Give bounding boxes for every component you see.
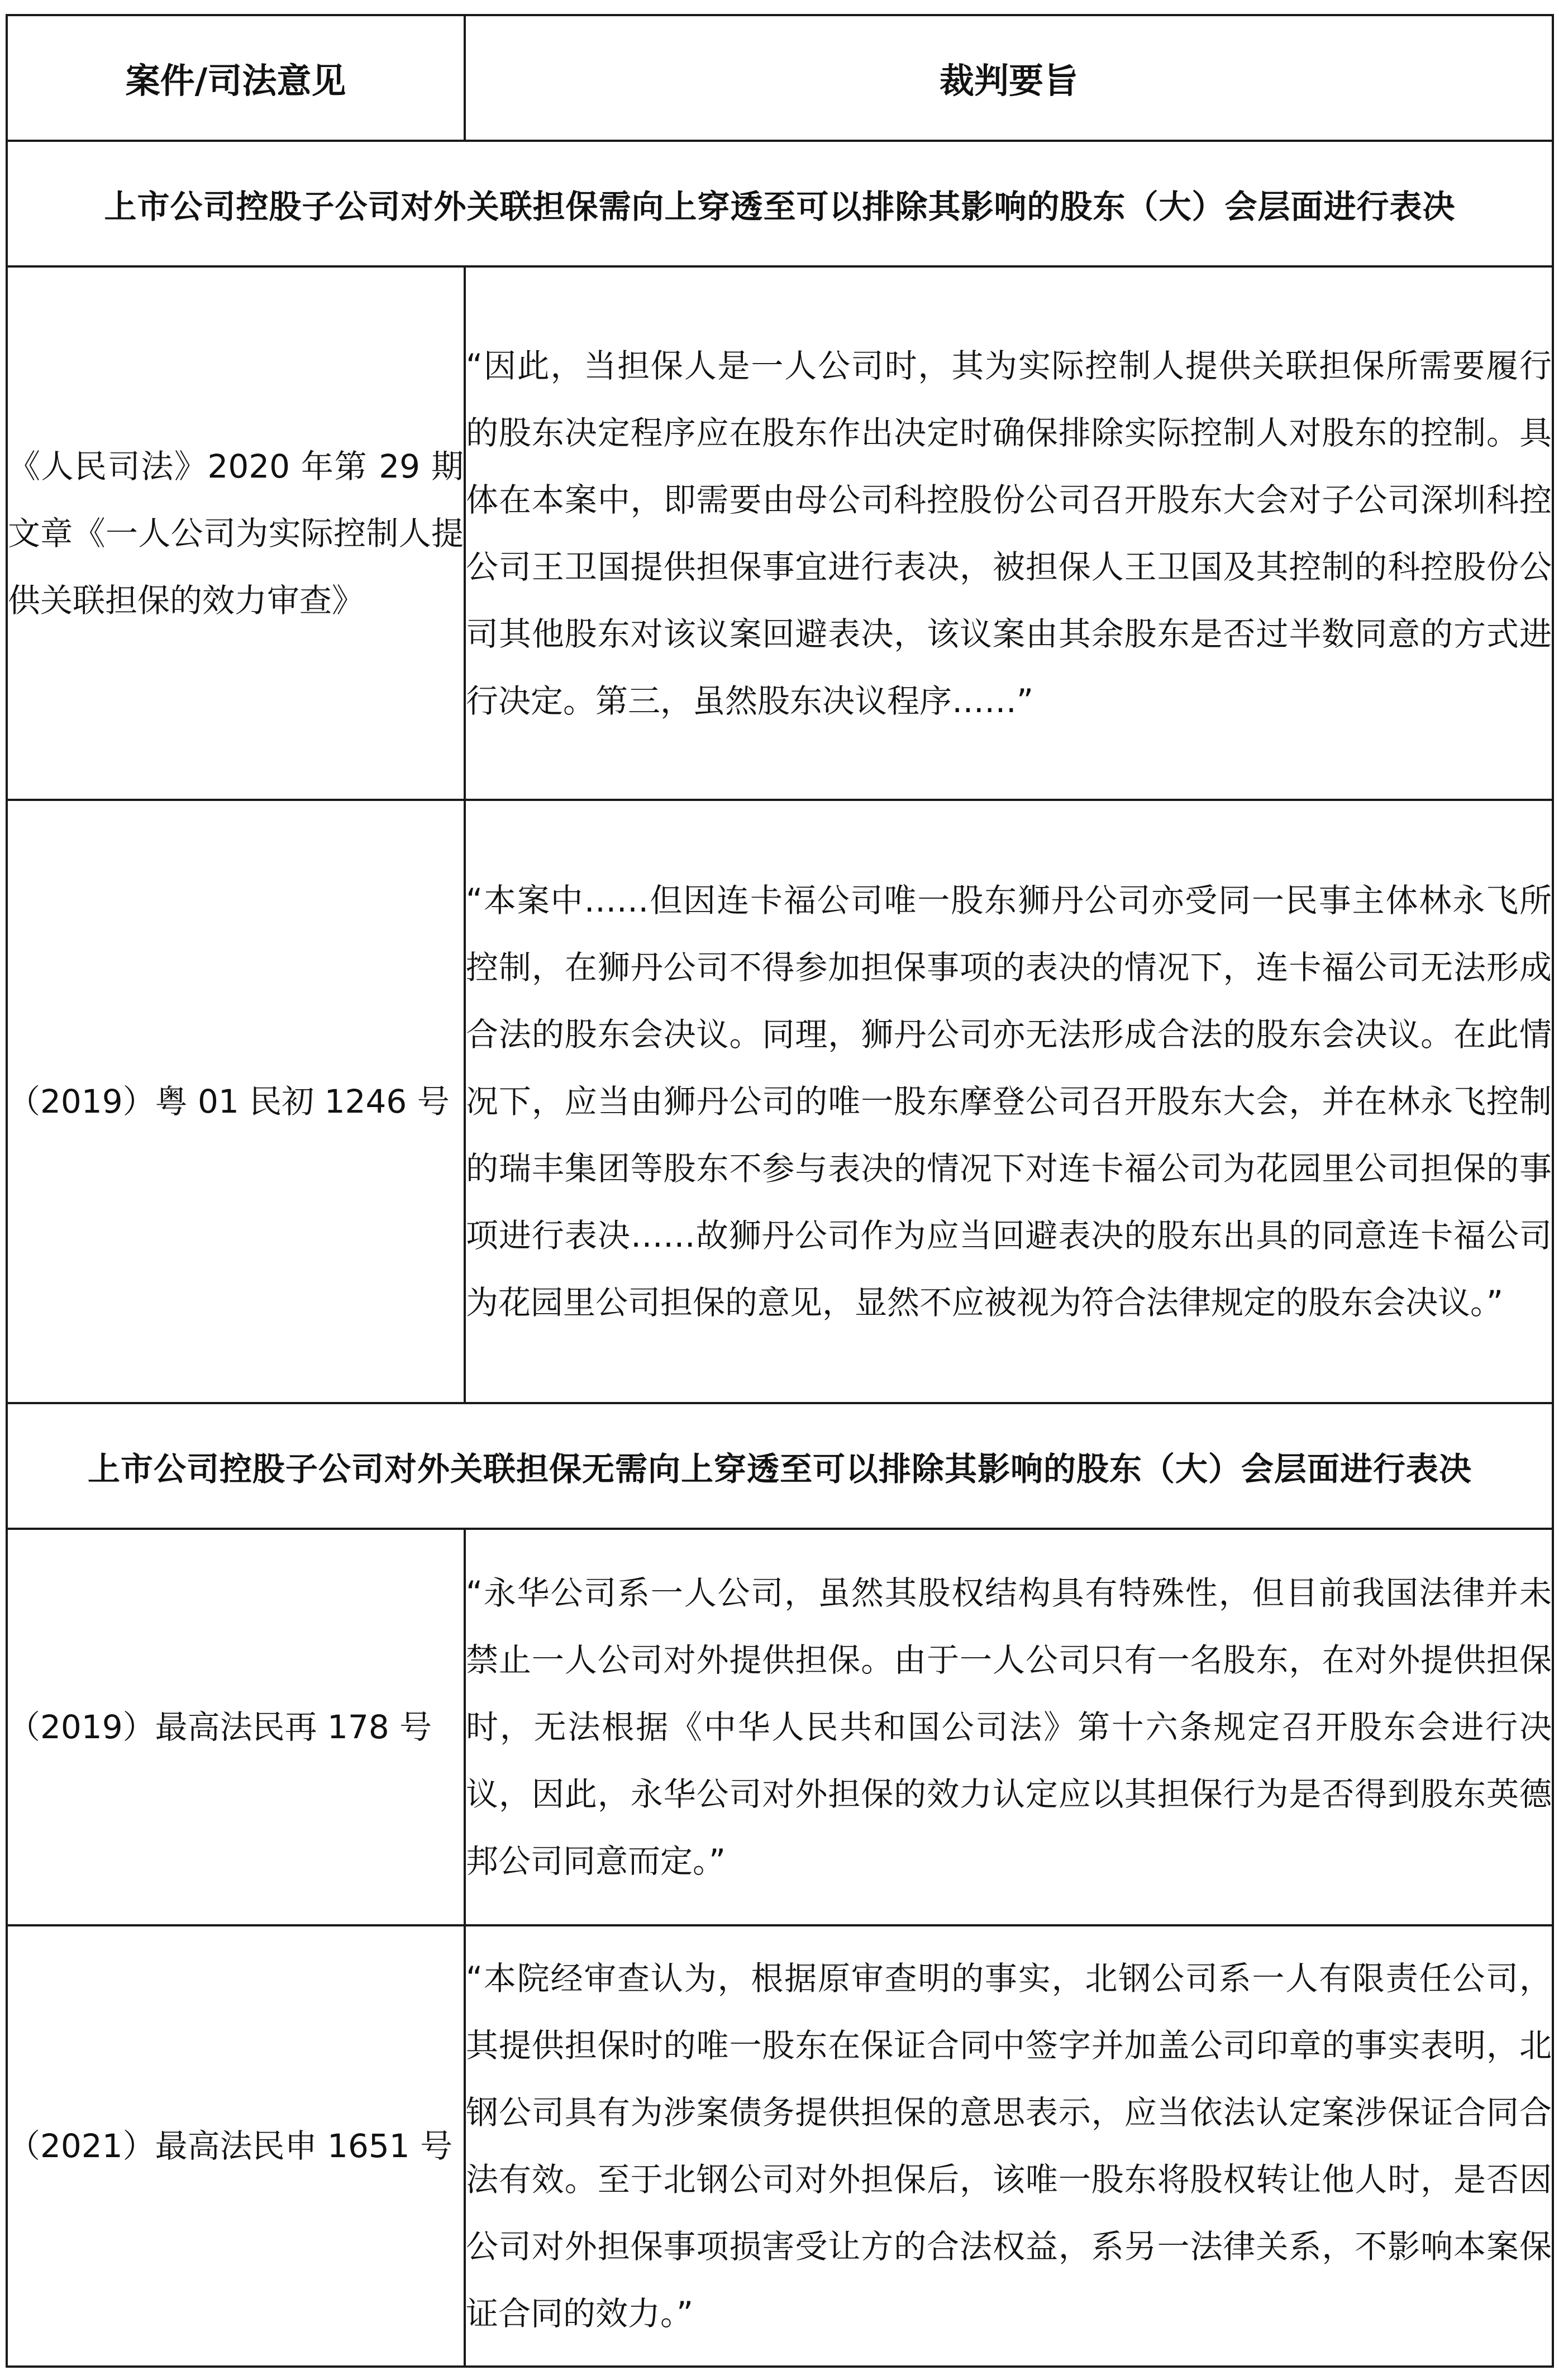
case-citation: （2021）最高法民申 1651 号 — [7, 1925, 465, 2367]
table-row — [7, 1925, 1553, 2367]
column-header-ruling: 裁判要旨 — [465, 15, 1553, 141]
table-row — [7, 800, 1553, 1403]
section-row — [7, 141, 1553, 266]
table-row — [7, 1529, 1553, 1925]
case-table — [6, 14, 1554, 2368]
ruling-text: “因此，当担保人是一人公司时，其为实际控制人提供关联担保所需要履行的股东决定程序应在股东作出决定时确保排除实际控制人对股东的控制。具体在本案中，即需要由母公司科控股份公司召开股东大会对子公司深圳科控公司王卫国提供担保事宜进行表决，被担保人王卫国及其控制的科控股份公司其他股东对该议案回避表决，该议案由其余股东是否过半数同意的方式进行决定。第三，虽然股东决议程序……” — [465, 266, 1553, 800]
ruling-text: “本院经审查认为，根据原审查明的事实，北钢公司系一人有限责任公司，其提供担保时的唯一股东在保证合同中签字并加盖公司印章的事实表明，北钢公司具有为涉案债务提供担保的意思表示，应当依法认定案涉保证合同合法有效。至于北钢公司对外担保后，该唯一股东将股权转让他人时，是否因公司对外担保事项损害受让方的合法权益，系另一法律关系，不影响本案保证合同的效力。” — [465, 1925, 1553, 2367]
case-citation: （2019）最高法民再 178 号 — [7, 1529, 465, 1925]
section-row — [7, 1403, 1553, 1529]
table-row — [7, 266, 1553, 800]
case-citation: 《人民司法》2020 年第 29 期文章《一人公司为实际控制人提供关联担保的效力审查》 — [7, 266, 465, 800]
section-title: 上市公司控股子公司对外关联担保无需向上穿透至可以排除其影响的股东（大）会层面进行表决 — [7, 1403, 1553, 1529]
ruling-text: “本案中……但因连卡福公司唯一股东狮丹公司亦受同一民事主体林永飞所控制，在狮丹公司不得参加担保事项的表决的情况下，连卡福公司无法形成合法的股东会决议。同理，狮丹公司亦无法形成合法的股东会决议。在此情况下，应当由狮丹公司的唯一股东摩登公司召开股东大会，并在林永飞控制的瑞丰集团等股东不参与表决的情况下对连卡福公司为花园里公司担保的事项进行表决……故狮丹公司作为应当回避表决的股东出具的同意连卡福公司为花园里公司担保的意见，显然不应被视为符合法律规定的股东会决议。” — [465, 800, 1553, 1403]
header-row — [7, 15, 1553, 141]
ruling-text: “永华公司系一人公司，虽然其股权结构具有特殊性，但目前我国法律并未禁止一人公司对外提供担保。由于一人公司只有一名股东，在对外提供担保时，无法根据《中华人民共和国公司法》第十六条规定召开股东会进行决议，因此，永华公司对外担保的效力认定应以其担保行为是否得到股东英德邦公司同意而定。” — [465, 1529, 1553, 1925]
case-citation: （2019）粤 01 民初 1246 号 — [7, 800, 465, 1403]
section-title: 上市公司控股子公司对外关联担保需向上穿透至可以排除其影响的股东（大）会层面进行表决 — [7, 141, 1553, 266]
column-header-case: 案件/司法意见 — [7, 15, 465, 141]
